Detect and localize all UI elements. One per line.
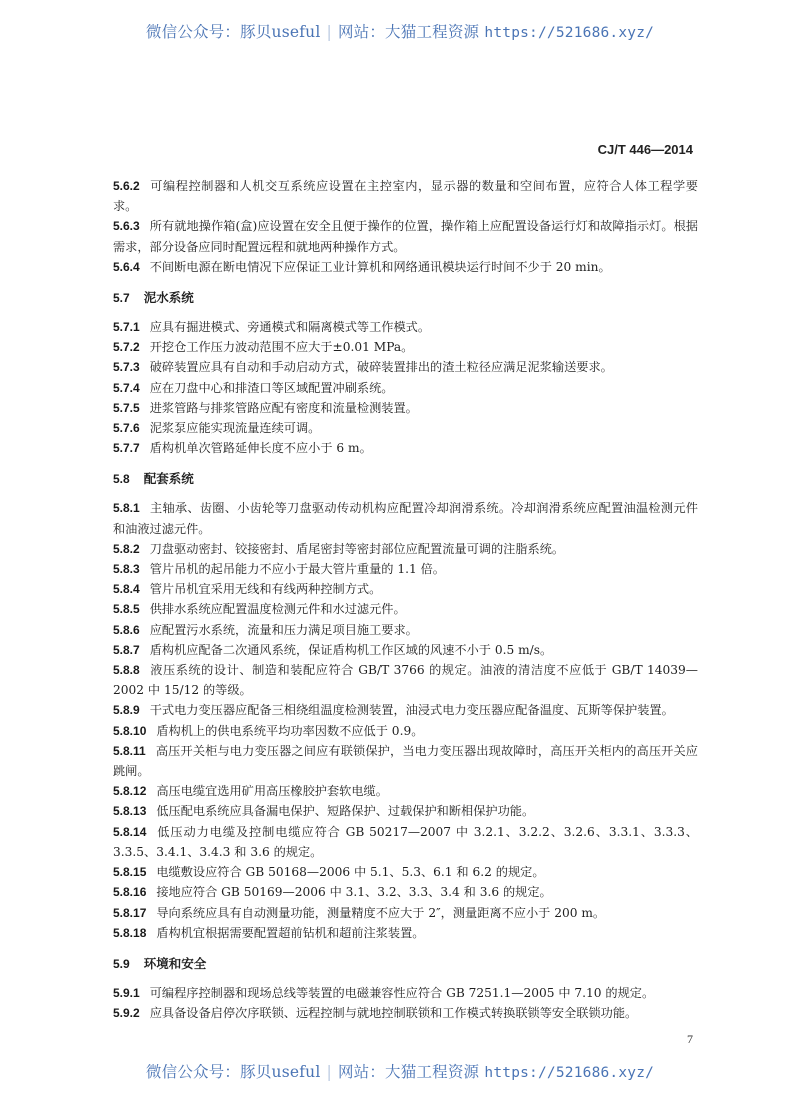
clause-number: 5.8.10 — [113, 723, 147, 738]
section-number: 5.8 — [113, 472, 130, 487]
clause-text: 高压开关柜与电力变压器之间应有联锁保护，当电力变压器出现故障时，高压开关柜内的高压开关应跳闸。 — [113, 743, 698, 779]
clause-text: 可编程控制器和人机交互系统应设置在主控室内，显示器的数量和空间布置，应符合人体工程学要求。 — [113, 179, 698, 214]
section-heading-5-7 — [113, 288, 698, 308]
clause-text: 不间断电源在断电情况下应保证工业计算机和网络通讯模块运行时间不少于 20 min。 — [149, 259, 611, 274]
clause-text: 泥浆泵应能实现流量连续可调。 — [149, 421, 321, 436]
clause — [113, 378, 698, 398]
document-body — [113, 176, 698, 1023]
clause-number: 5.8.15 — [113, 865, 147, 880]
clause-number: 5.8.6 — [113, 622, 140, 637]
clause-number: 5.8.4 — [113, 582, 140, 597]
clause — [113, 1003, 698, 1023]
watermark-separator: | — [326, 23, 332, 41]
page-number: 7 — [687, 1032, 693, 1046]
clause-number: 5.8.2 — [113, 541, 140, 556]
standard-code-header: CJ/T 446—2014 — [597, 142, 693, 157]
clause-text: 盾构机应配备二次通风系统，保证盾构机工作区域的风速不小于 0.5 m/s。 — [149, 642, 553, 657]
section-title: 环境和安全 — [143, 955, 207, 971]
clause — [113, 822, 698, 862]
clause-text: 应配置污水系统，流量和压力满足项目施工要求。 — [149, 622, 418, 637]
clause — [113, 882, 698, 902]
clause-text: 低压动力电缆及控制电缆应符合 GB 50217—2007 中 3.2.1、3.2.2、3.2.6、3.3.1、3.3.3、3.3.5、3.4.1、3.4.3 和 3.6 的规定。 — [113, 824, 698, 859]
clause-number: 5.8.9 — [113, 703, 140, 718]
watermark-site: 网站：大猫工程资源 — [337, 1063, 480, 1081]
top-watermark — [0, 20, 800, 42]
clause-text: 盾构机单次管路延伸长度不应小于 6 m。 — [149, 441, 372, 456]
clause — [113, 620, 698, 640]
clause — [113, 599, 698, 619]
clause-text: 应具备设备启停次序联锁、远程控制与就地控制联锁和工作模式转换联锁等安全联锁功能。 — [149, 1006, 638, 1021]
clause — [113, 983, 698, 1003]
bottom-watermark — [0, 1060, 800, 1082]
clause — [113, 781, 698, 801]
clause-number: 5.7.4 — [113, 380, 140, 395]
clause-number: 5.6.3 — [113, 219, 140, 234]
clause-text: 应具有掘进模式、旁通模式和隔离模式等工作模式。 — [149, 320, 431, 335]
clause-number: 5.8.7 — [113, 642, 140, 657]
clause-text: 应在刀盘中心和排渣口等区域配置冲刷系统。 — [149, 380, 394, 395]
clause-number: 5.6.4 — [113, 259, 140, 274]
clause-text: 管片吊机宜采用无线和有线两种控制方式。 — [149, 582, 382, 597]
watermark-separator: | — [326, 1063, 332, 1081]
clause-text: 低压配电系统应具备漏电保护、短路保护、过载保护和断相保护功能。 — [156, 804, 535, 819]
clause-text: 破碎装置应具有自动和手动启动方式，破碎装置排出的渣土粒径应满足泥浆输送要求。 — [149, 360, 613, 375]
clause — [113, 176, 698, 216]
clause-number: 5.9.2 — [113, 1006, 140, 1021]
clause-number: 5.8.16 — [113, 885, 147, 900]
clause — [113, 418, 698, 438]
clauses-5-9 — [113, 983, 698, 1023]
clause — [113, 640, 698, 660]
clause-number: 5.8.5 — [113, 602, 140, 617]
clauses-5-7 — [113, 317, 698, 458]
clause-text: 管片吊机的起吊能力不应小于最大管片重量的 1.1 倍。 — [149, 562, 445, 577]
section-number: 5.7 — [113, 291, 130, 306]
clause-text: 可编程序控制器和现场总线等装置的电磁兼容性应符合 GB 7251.1—2005 中 7.10 的规定。 — [149, 985, 655, 1000]
clause — [113, 862, 698, 882]
clause — [113, 498, 698, 538]
clause — [113, 398, 698, 418]
clause-number: 5.6.2 — [113, 179, 140, 193]
watermark-wechat: 微信公众号：豚贝useful — [145, 1063, 321, 1081]
section-heading-5-8 — [113, 469, 698, 489]
clause-number: 5.8.3 — [113, 562, 140, 577]
clause-number: 5.7.6 — [113, 421, 140, 436]
clause — [113, 579, 698, 599]
clause-number: 5.8.13 — [113, 804, 147, 819]
clause-number: 5.8.14 — [113, 824, 147, 839]
clause — [113, 923, 698, 943]
clause — [113, 216, 698, 256]
clause — [113, 317, 698, 337]
clause-number: 5.7.1 — [113, 320, 140, 335]
clause — [113, 337, 698, 357]
clause-text: 接地应符合 GB 50169—2006 中 3.1、3.2、3.3、3.4 和 3.6 的规定。 — [156, 885, 552, 900]
clause-number: 5.8.12 — [113, 784, 147, 799]
clause-number: 5.8.8 — [113, 663, 140, 678]
clause-number: 5.8.1 — [113, 501, 140, 516]
section-heading-5-9 — [113, 954, 698, 974]
clause-text: 盾构机上的供电系统平均功率因数不应低于 0.9。 — [156, 723, 424, 738]
watermark-url[interactable]: https://521686.xyz/ — [484, 25, 655, 41]
clause-number: 5.8.17 — [113, 905, 147, 920]
clause-text: 所有就地操作箱(盒)应设置在安全且便于操作的位置，操作箱上应配置设备运行灯和故障指示灯。根据需求，部分设备应同时配置远程和就地两种操作方式。 — [113, 219, 698, 254]
clause — [113, 257, 698, 277]
clause-text: 进浆管路与排浆管路应配有密度和流量检测装置。 — [149, 400, 418, 415]
watermark-site: 网站：大猫工程资源 — [337, 23, 480, 41]
watermark-url[interactable]: https://521686.xyz/ — [484, 1065, 655, 1081]
clause-text: 液压系统的设计、制造和装配应符合 GB/T 3766 的规定。油液的清洁度不应低于 GB/T 14039—2002 中 15/12 的等级。 — [113, 663, 698, 698]
clause-text: 盾构机宜根据需要配置超前钻机和超前注浆装置。 — [156, 925, 425, 940]
clause — [113, 559, 698, 579]
clauses-5-8 — [113, 498, 698, 942]
clause-text: 主轴承、齿圈、小齿轮等刀盘驱动传动机构应配置冷却润滑系统。冷却润滑系统应配置油温检测元件和油液过滤元件。 — [113, 501, 698, 536]
clauses-5-6 — [113, 176, 698, 277]
clause-number: 5.7.2 — [113, 340, 140, 355]
clause — [113, 700, 698, 720]
section-title: 泥水系统 — [143, 290, 194, 306]
clause-number: 5.7.7 — [113, 441, 140, 456]
clause — [113, 903, 698, 923]
clause — [113, 357, 698, 377]
clause-text: 电缆敷设应符合 GB 50168—2006 中 5.1、5.3、6.1 和 6.2 的规定。 — [156, 865, 545, 880]
clause-number: 5.7.3 — [113, 360, 140, 375]
section-title: 配套系统 — [143, 471, 194, 487]
clause — [113, 801, 698, 821]
clause-text: 供排水系统应配置温度检测元件和水过滤元件。 — [149, 602, 406, 617]
clause — [113, 741, 698, 781]
clause — [113, 660, 698, 700]
clause-text: 开挖仓工作压力波动范围不应大于±0.01 MPa。 — [149, 340, 414, 355]
clause — [113, 539, 698, 559]
clause-number: 5.8.18 — [113, 925, 147, 940]
clause-text: 导向系统应具有自动测量功能，测量精度不应大于 2″，测量距离不应小于 200 m。 — [156, 905, 606, 920]
clause-text: 高压电缆宜选用矿用高压橡胶护套软电缆。 — [156, 784, 388, 799]
clause-text: 刀盘驱动密封、铰接密封、盾尾密封等密封部位应配置流量可调的注脂系统。 — [149, 541, 565, 556]
watermark-wechat: 微信公众号：豚贝useful — [145, 23, 321, 41]
clause — [113, 438, 698, 458]
clause-number: 5.9.1 — [113, 985, 140, 1000]
clause-number: 5.8.11 — [113, 743, 146, 758]
clause-number: 5.7.5 — [113, 400, 140, 415]
section-number: 5.9 — [113, 956, 130, 971]
clause — [113, 721, 698, 741]
clause-text: 干式电力变压器应配备三相绕组温度检测装置，油浸式电力变压器应配备温度、瓦斯等保护装置。 — [149, 703, 674, 718]
